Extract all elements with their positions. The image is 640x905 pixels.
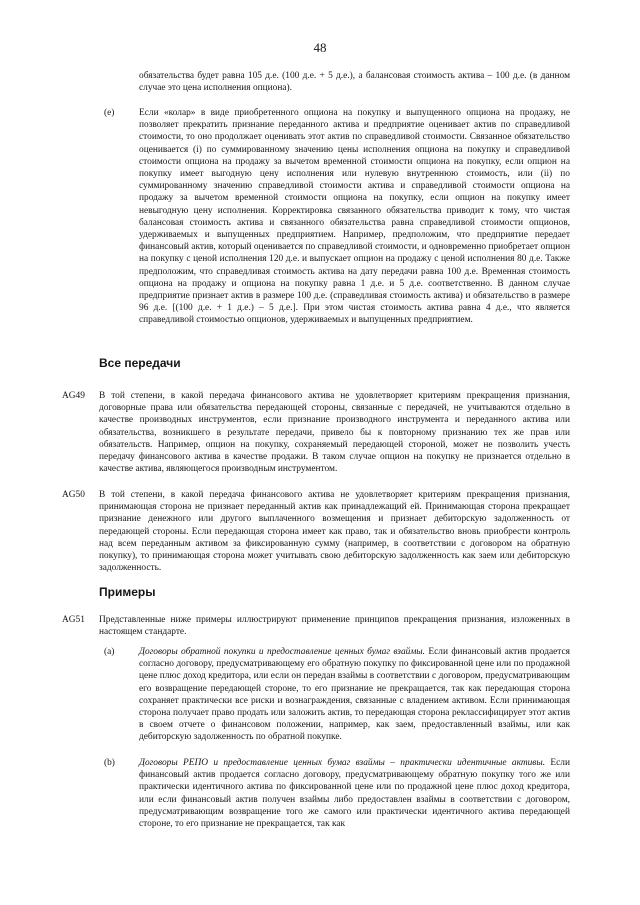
item-b-label: (b) (104, 758, 115, 768)
item-a-body: Если финансовый актив продается согласно договору, предусматривающему его обратную покупку по фиксированной цене или по продажной цене плюс доход кредитора, или если он передан взаймы в соответствии с договором, предусматривающим его возвращение передающей стороне, то его признание не прекращается, так как передающая сторона сохраняет практически все риски и вознаграждения, связанные с владением активом. Если принимающая сторона получает право продать или заложить актив, то передающая сторона реклассифицирует этот актив в своем отчете о финансовом положении, например, как заем, предоставленный взаймы, или как дебиторскую задолженность по обратной покупке. (139, 647, 570, 743)
item-b-title: Договоры РЕПО и предоставление ценных бумаг взаймы – практически идентичные активы. (139, 758, 546, 768)
ag49-paragraph: В той степени, в какой передача финансового актива не удовлетворяет критериям прекращения признания, договорные права или обязательства передающей стороны, связанные с передачей, не учитываются отдельно в качестве производных инструментов, если признание производного инструмента и переданного актива или обязательства, возникшего в результате передачи, привело бы к повторному признанию тех же прав или обязательств. Например, опцион на покупку, сохраняемый передающей стороной, может не позволить учесть передачу финансового актива в качестве продажи. В таком случае опцион на покупку не признается отдельно в качестве актива, являющегося производным инструментом. (99, 391, 570, 475)
ag50-label: AG50 (62, 490, 85, 500)
section-heading-examples: Примеры (99, 585, 156, 599)
intro-paragraph: обязательства будет равна 105 д.е. (100 д.е. + 5 д.е.), а балансовая стоимость актива – 100 д.е. (в данном случае это цена исполнения опциона). (139, 71, 570, 94)
page-number: 48 (313, 40, 327, 55)
item-b-paragraph (139, 757, 570, 830)
ag51-label: AG51 (62, 615, 85, 625)
item-e-paragraph: Если «колар» в виде приобретенного опциона на покупку и выпущенного опциона на продажу, не позволяет прекратить признание переданного актива и предприятие оценивает актив по справедливой стоимости, то оно продолжает оценивать этот актив по справедливой стоимости. Связанное обязательство оценивается (i) по суммированному значению цены исполнения опциона на покупку и справедливой стоимости опциона на продажу за вычетом временной стоимости опциона на покупку, если опцион на покупку имеет выгодную цену исполнения или нулевую внутреннюю стоимость, или (ii) по суммированному значению справедливой стоимости актива и справедливой стоимости опциона на продажу за вычетом временной стоимости опциона на покупку, если опцион на покупку имеет невыгодную цену исполнения. Корректировка связанного обязательства приводит к тому, что чистая балансовая стоимость актива и связанного обязательства равна справедливой стоимости опционов, удерживаемых и выпущенных предприятием. Например, предположим, что предприятие передает финансовый актив, который оценивается по справедливой стоимости, и одновременно приобретает опцион на покупку с ценой исполнения 120 д.е. и выпускает опцион на продажу с ценой исполнения 80 д.е. Также предположим, что справедливая стоимость актива на дату передачи равна 100 д.е. Временная стоимость опциона на продажу и опциона на покупку равна 1 д.е. и 5 д.е. соответственно. В данном случае предприятие признает актив в размере 100 д.е. (справедливая стоимость актива) и обязательство в размере 96 д.е. [(100 д.е. + 1 д.е.) – 5 д.е.]. При этом чистая стоимость актива равна 4 д.е., что является справедливой стоимостью опционов, удерживаемых и выпущенных предприятием. (139, 108, 570, 326)
item-a-title: Договоры обратной покупки и предоставление ценных бумаг взаймы. (139, 647, 426, 657)
item-e-label: (e) (104, 108, 115, 118)
item-b-body: Если финансовый актив продается согласно договору, предусматривающему обратную покупку того же или практически идентичного актива по фиксированной цене или по продажной цене плюс доход кредитора, или если финансовый актив получен взаймы либо предоставлен взаймы в соответствии с договором, предусматривающим возвращение того же самого или практически идентичного актива передающей стороне, то его признание не прекращается, так как (139, 758, 570, 830)
item-a-label: (a) (104, 647, 115, 657)
item-a-paragraph (139, 646, 570, 744)
ag50-paragraph: В той степени, в какой передача финансового актива не удовлетворяет критериям прекращения признания, принимающая сторона не признает переданный актив как принадлежащий ей. Принимающая сторона прекращает признание денежного или другого выплаченного возмещения и признает дебиторскую задолженность от передающей стороны. Если передающая сторона имеет как право, так и обязательство вновь приобрести контроль над всем переданным активом за фиксированную сумму (например, в соответствии с договором на обратную покупку), то принимающая сторона может учитывать свою дебиторскую задолженность как заем или дебиторскую задолженность. (99, 490, 570, 574)
section-heading-all-transfers: Все передачи (99, 356, 181, 370)
ag51-paragraph: Представленные ниже примеры иллюстрируют применение принципов прекращения признания, изложенных в настоящем стандарте. (99, 615, 570, 638)
ag49-label: AG49 (62, 391, 85, 401)
